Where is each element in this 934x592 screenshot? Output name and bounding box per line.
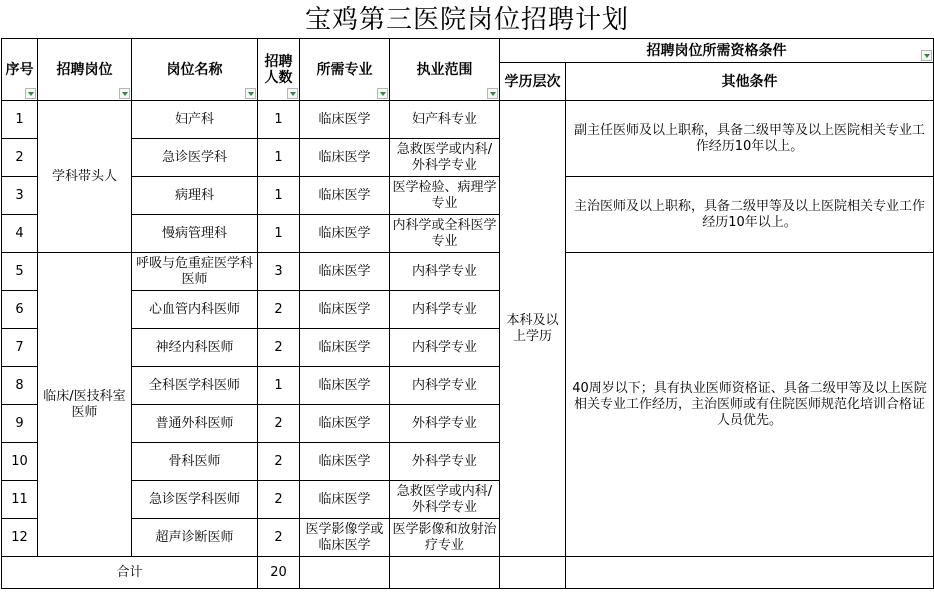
row-seq: 7 <box>2 329 38 367</box>
row-major: 临床医学 <box>300 481 390 519</box>
filter-dropdown-icon[interactable] <box>119 88 130 99</box>
row-count: 1 <box>258 177 300 215</box>
header-post-name: 岗位名称 <box>132 39 258 101</box>
row-major: 临床医学 <box>300 215 390 253</box>
row-post-name: 呼吸与危重症医学科医师 <box>132 253 258 291</box>
row-count: 3 <box>258 253 300 291</box>
row-major: 临床医学 <box>300 177 390 215</box>
total-empty-cell <box>500 557 566 589</box>
row-count: 2 <box>258 329 300 367</box>
recruitment-table <box>1 38 934 589</box>
row-seq: 3 <box>2 177 38 215</box>
row-seq: 8 <box>2 367 38 405</box>
row-major: 临床医学 <box>300 253 390 291</box>
row-post-name: 病理科 <box>132 177 258 215</box>
total-empty-cell <box>390 557 500 589</box>
row-major: 医学影像学或临床医学 <box>300 519 390 557</box>
total-label: 合计 <box>2 557 258 589</box>
filter-dropdown-icon[interactable] <box>921 50 932 61</box>
row-major: 临床医学 <box>300 101 390 139</box>
condition-attending: 主治医师及以上职称，具备二级甲等及以上医院相关专业工作经历10年以上。 <box>566 177 934 253</box>
header-count: 招聘人数 <box>258 39 300 101</box>
header-qualification-group: 招聘岗位所需资格条件 <box>500 39 934 63</box>
total-empty-cell <box>300 557 390 589</box>
row-post-name: 急诊医学科 <box>132 139 258 177</box>
filter-dropdown-icon[interactable] <box>487 88 498 99</box>
total-empty-cell <box>566 557 934 589</box>
row-count: 2 <box>258 519 300 557</box>
row-post-name: 神经内科医师 <box>132 329 258 367</box>
row-seq: 12 <box>2 519 38 557</box>
row-seq: 1 <box>2 101 38 139</box>
row-scope: 内科学或全科医学专业 <box>390 215 500 253</box>
row-seq: 10 <box>2 443 38 481</box>
row-count: 1 <box>258 101 300 139</box>
row-major: 临床医学 <box>300 139 390 177</box>
row-scope: 急救医学或内科/外科学专业 <box>390 481 500 519</box>
header-major: 所需专业 <box>300 39 390 101</box>
condition-associate-chief: 副主任医师及以上职称，具备二级甲等及以上医院相关专业工作经历10年以上。 <box>566 101 934 177</box>
row-post-name: 慢病管理科 <box>132 215 258 253</box>
row-count: 1 <box>258 215 300 253</box>
header-scope: 执业范围 <box>390 39 500 101</box>
row-scope: 急救医学或内科/外科学专业 <box>390 139 500 177</box>
condition-general: 40周岁以下；具有执业医师资格证、具备二级甲等及以上医院相关专业工作经历，主治医师或有住院医师规范化培训合格证人员优先。 <box>566 253 934 557</box>
row-count: 2 <box>258 481 300 519</box>
filter-dropdown-icon[interactable] <box>377 88 388 99</box>
row-post-name: 超声诊断医师 <box>132 519 258 557</box>
filter-dropdown-icon[interactable] <box>245 88 256 99</box>
filter-dropdown-icon[interactable] <box>25 88 36 99</box>
row-major: 临床医学 <box>300 405 390 443</box>
row-scope: 外科学专业 <box>390 443 500 481</box>
row-seq: 9 <box>2 405 38 443</box>
group-leader: 学科带头人 <box>38 101 132 253</box>
row-seq: 11 <box>2 481 38 519</box>
row-seq: 5 <box>2 253 38 291</box>
row-scope: 外科学专业 <box>390 405 500 443</box>
education-value: 本科及以上学历 <box>500 101 566 557</box>
row-scope: 妇产科专业 <box>390 101 500 139</box>
row-major: 临床医学 <box>300 291 390 329</box>
row-post-name: 骨科医师 <box>132 443 258 481</box>
filter-dropdown-icon[interactable] <box>287 88 298 99</box>
header-other-conditions: 其他条件 <box>566 63 934 101</box>
row-major: 临床医学 <box>300 367 390 405</box>
row-post-name: 急诊医学科医师 <box>132 481 258 519</box>
header-recruit-post: 招聘岗位 <box>38 39 132 101</box>
row-post-name: 妇产科 <box>132 101 258 139</box>
row-scope: 内科学专业 <box>390 329 500 367</box>
total-value: 20 <box>258 557 300 589</box>
row-scope: 内科学专业 <box>390 253 500 291</box>
row-scope: 内科学专业 <box>390 291 500 329</box>
group-clinical: 临床/医技科室医师 <box>38 253 132 557</box>
row-count: 2 <box>258 405 300 443</box>
row-scope: 医学影像和放射治疗专业 <box>390 519 500 557</box>
row-seq: 2 <box>2 139 38 177</box>
row-post-name: 普通外科医师 <box>132 405 258 443</box>
row-scope: 医学检验、病理学专业 <box>390 177 500 215</box>
header-education: 学历层次 <box>500 63 566 101</box>
row-major: 临床医学 <box>300 443 390 481</box>
row-count: 1 <box>258 367 300 405</box>
row-seq: 6 <box>2 291 38 329</box>
row-major: 临床医学 <box>300 329 390 367</box>
row-post-name: 心血管内科医师 <box>132 291 258 329</box>
row-count: 2 <box>258 291 300 329</box>
row-scope: 内科学专业 <box>390 367 500 405</box>
row-seq: 4 <box>2 215 38 253</box>
row-count: 2 <box>258 443 300 481</box>
row-post-name: 全科医学科医师 <box>132 367 258 405</box>
row-count: 1 <box>258 139 300 177</box>
header-seq: 序号 <box>2 39 38 101</box>
page-title: 宝鸡第三医院岗位招聘计划 <box>304 5 629 35</box>
